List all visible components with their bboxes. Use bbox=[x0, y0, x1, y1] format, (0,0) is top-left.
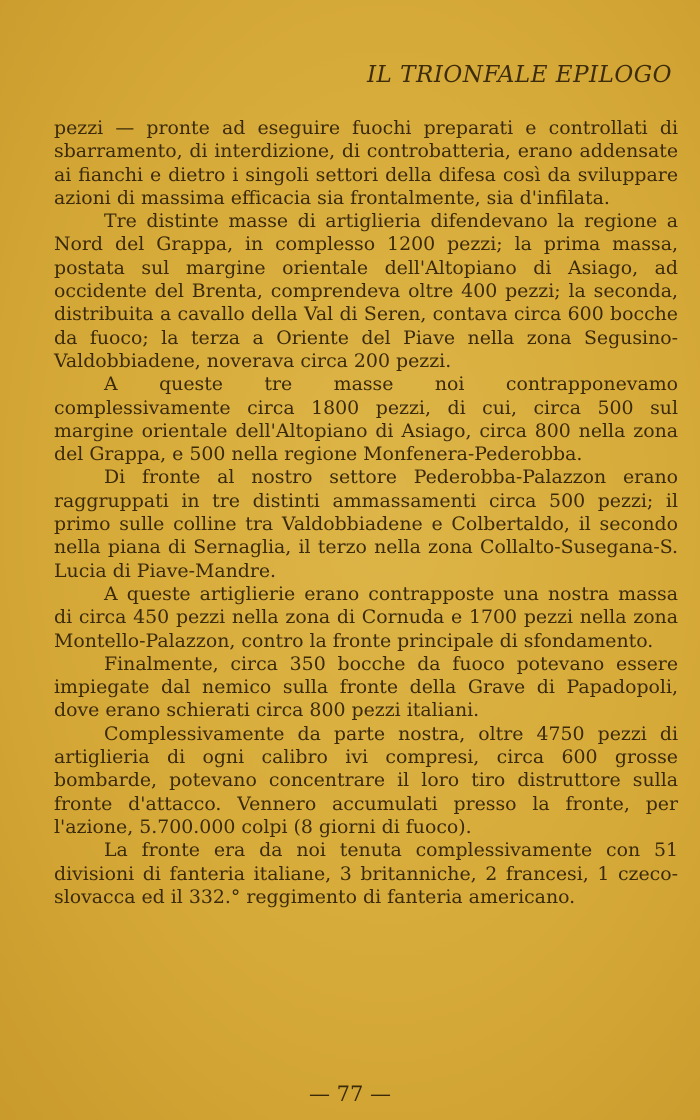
paragraph: Tre distinte masse di artiglieria difendevano la regione a Nord del Grappa, in complesso 1200 pezzi; la prima massa, postata sul margine orientale dell'Altopiano di Asiago, ad occidente del Brenta, comprendeva oltre 400 pezzi; la seconda, distribuita a cavallo della Val di Seren, contava circa 600 bocche da fuoco; la terza a Oriente del Piave nella zona Segusino-Valdobbiadene, noverava circa 200 pezzi. bbox=[54, 210, 678, 372]
running-head: IL TRIONFALE EPILOGO bbox=[366, 62, 672, 88]
body-text bbox=[54, 117, 678, 909]
paragraph: Di fronte al nostro settore Pederobba-Palazzon erano raggruppati in tre distinti ammassamenti circa 500 pezzi; il primo sulle colline tra Valdobbiadene e Colbertaldo, il secondo nella piana di Sernaglia, il terzo nella zona Collalto-Susegana-S. Lucia di Piave-Mandre. bbox=[54, 466, 678, 582]
paragraph: La fronte era da noi tenuta complessivamente con 51 divisioni di fanteria italiane, 3 britanniche, 2 francesi, 1 czeco-slovacca ed il 332.° reggimento di fanteria americano. bbox=[54, 839, 678, 908]
paragraph-continued: pezzi — pronte ad eseguire fuochi preparati e controllati di sbarramento, di interdizione, di controbatteria, erano addensate ai fianchi e dietro i singoli settori della difesa così da sviluppare azioni di massima efficacia sia frontalmente, sia d'infilata. bbox=[54, 117, 678, 209]
paragraph: A queste artiglierie erano contrapposte una nostra massa di circa 450 pezzi nella zona di Cornuda e 1700 pezzi nella zona Montello-Palazzon, contro la fronte principale di sfondamento. bbox=[54, 582, 678, 652]
paragraph: Finalmente, circa 350 bocche da fuoco potevano essere impiegate dal nemico sulla fronte della Grave di Papadopoli, dove erano schierati circa 800 pezzi italiani. bbox=[54, 652, 678, 722]
page-number: — 77 — bbox=[308, 1082, 392, 1106]
paragraph: A queste tre masse noi contrapponevamo complessivamente circa 1800 pezzi, di cui, circa 500 sul margine orientale dell'Altopiano di Asiago, circa 800 nella zona del Grappa, e 500 nella regione Monfenera-Pederobba. bbox=[54, 373, 678, 466]
paragraph: Complessivamente da parte nostra, oltre 4750 pezzi di artiglieria di ogni calibro ivi compresi, circa 600 grosse bombarde, potevano concentrare il loro tiro distruttore sulla fronte d'attacco. Vennero accumulati presso la fronte, per l'azione, 5.700.000 colpi (8 giorni di fuoco). bbox=[54, 722, 678, 838]
